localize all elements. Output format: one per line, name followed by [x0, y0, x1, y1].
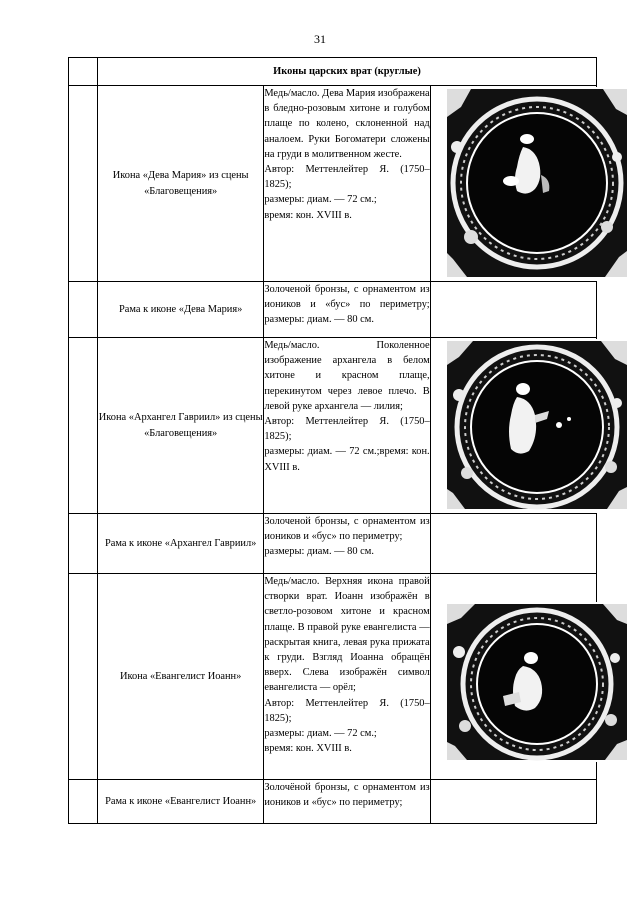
- item-name: Рама к иконе «Архангел Гавриил»: [98, 514, 264, 574]
- image-cell: [430, 780, 596, 824]
- size-text: размеры: диам. — 72 см.;: [264, 194, 377, 206]
- image-cell: [430, 86, 596, 282]
- table-row: [69, 514, 597, 574]
- page-number: 31: [314, 32, 326, 46]
- item-name: Рама к иконе «Дева Мария»: [98, 282, 264, 338]
- image-cell: [430, 338, 596, 514]
- medallion-evangelist-john-icon: [431, 602, 640, 762]
- item-name: Икона «Архангел Гавриил» из сцены «Благовещения»: [98, 338, 264, 514]
- size-text: размеры: диам. — 72 см.;: [264, 728, 377, 740]
- item-description: [264, 780, 430, 824]
- table-header-row: [69, 58, 597, 86]
- description-text: Медь/масло. Поколенное изображение архангела в белом хитоне и красном плаще, перекинутом через левое плечо. В левой руке архангела — лилия;: [264, 340, 430, 412]
- image-cell: [430, 282, 596, 338]
- section-header: Иконы царских врат (круглые): [98, 58, 597, 86]
- description-text: Золоченой бронзы, с орнаментом из иоников и «бус» по периметру; размеры: диам. — 80 см.: [264, 284, 430, 326]
- number-cell: [69, 514, 98, 574]
- description-text: Золочёной бронзы, с орнаментом из иоников и «бус» по периметру;: [264, 782, 430, 809]
- item-description: [264, 514, 430, 574]
- icons-table: [68, 57, 597, 824]
- table-row: [69, 338, 597, 514]
- number-cell: [69, 574, 98, 780]
- item-description: [264, 574, 430, 780]
- author-text: Автор: Меттенлейтер Я. (1750–1825);: [264, 416, 430, 443]
- number-cell: [69, 338, 98, 514]
- author-text: Автор: Меттенлейтер Я. (1750–1825);: [264, 164, 430, 191]
- description-text: Медь/масло. Дева Мария изображена в бледно-розовым хитоне и голубом плаще по колено, склоненной над аналоем. Руки Богоматери сложены на груди в молитвенном жесте.: [264, 88, 430, 160]
- image-cell: [430, 574, 596, 780]
- item-description: [264, 338, 430, 514]
- medallion-archangel-gabriel-icon: [431, 339, 640, 513]
- image-cell: [430, 514, 596, 574]
- item-name: Икона «Дева Мария» из сцены «Благовещения»: [98, 86, 264, 282]
- size-text: размеры: диам. — 80 см.: [264, 546, 374, 558]
- date-text: время: кон. XVIII в.: [264, 743, 352, 755]
- item-description: [264, 86, 430, 282]
- item-name: Икона «Евангелист Иоанн»: [98, 574, 264, 780]
- table-row: [69, 780, 597, 824]
- size-date-text: размеры: диам. — 72 см.;время: кон. XVIII в.: [264, 446, 430, 473]
- item-name: Рама к иконе «Евангелист Иоанн»: [98, 780, 264, 824]
- number-cell: [69, 58, 98, 86]
- number-cell: [69, 86, 98, 282]
- date-text: время: кон. XVIII в.: [264, 209, 352, 221]
- table-row: [69, 574, 597, 780]
- description-text: Золоченой бронзы, с орнаментом из иоников и «бус» по периметру;: [264, 516, 430, 543]
- item-description: [264, 282, 430, 338]
- table-row: [69, 86, 597, 282]
- number-cell: [69, 780, 98, 824]
- number-cell: [69, 282, 98, 338]
- description-text: Медь/масло. Верхняя икона правой створки врат. Иоанн изображён в светло-розовом хитоне и красном плаще. В правой руке евангелиста — раскрытая книга, левая рука прижата к груди. Взгляд Иоанна обращён вверх. Слева изображён символ евангелиста — орёл;: [264, 576, 430, 694]
- table-row: [69, 282, 597, 338]
- medallion-virgin-mary-icon: [431, 87, 640, 281]
- author-text: Автор: Меттенлейтер Я. (1750–1825);: [264, 697, 430, 724]
